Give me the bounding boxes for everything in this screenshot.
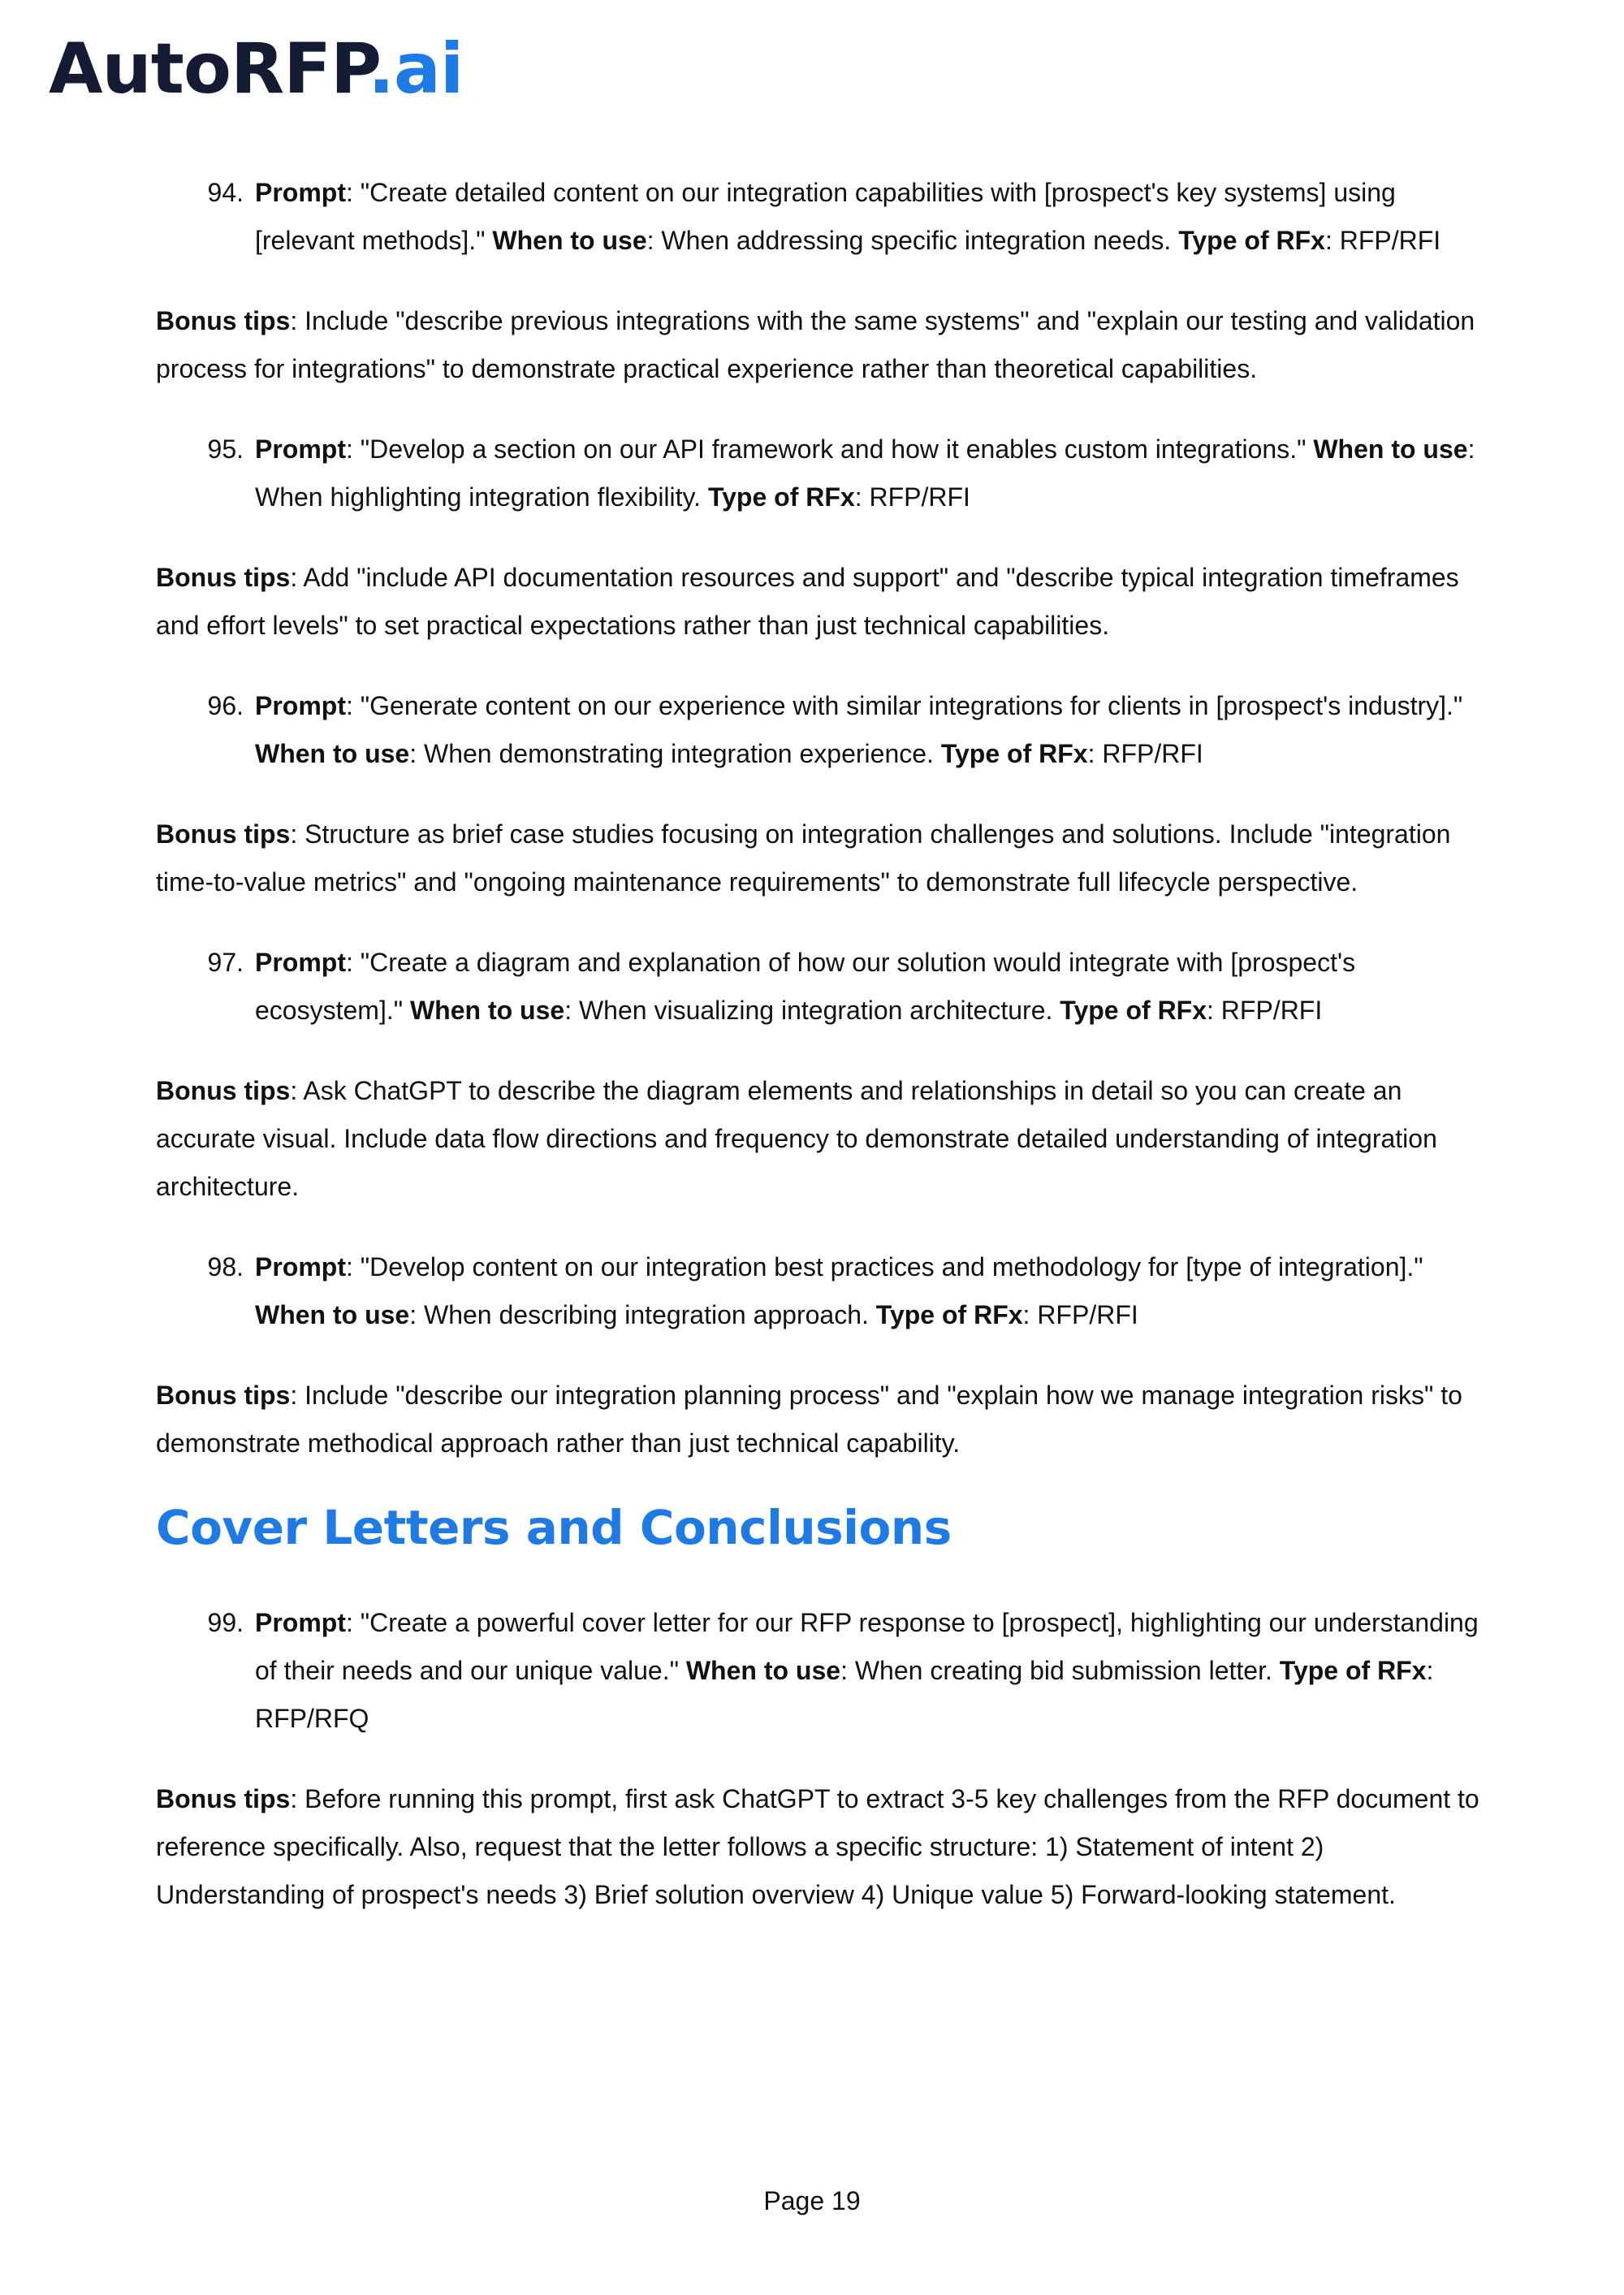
item-number: 97. <box>207 948 244 977</box>
type-text: : RFP/RFQ <box>255 1655 1434 1733</box>
bonus-tip-96 <box>156 810 1496 906</box>
when-label: When to use <box>255 739 410 768</box>
section-heading: Cover Letters and Conclusions <box>156 1500 952 1555</box>
type-text: : RFP/RFI <box>1022 1300 1138 1329</box>
bonus-tip-95 <box>156 554 1496 650</box>
bonus-tip-94 <box>156 297 1496 393</box>
type-label: Type of RFx <box>707 482 855 512</box>
bonus-label: Bonus tips <box>156 819 291 849</box>
type-text: : RFP/RFI <box>1207 996 1323 1025</box>
prompt-item-98 <box>156 1243 1496 1339</box>
type-text: : RFP/RFI <box>1324 226 1441 255</box>
item-body <box>255 1243 1496 1339</box>
item-body <box>255 169 1496 265</box>
item-number: 95. <box>207 434 244 464</box>
page-content <box>156 169 1496 1951</box>
when-text: : When demonstrating integration experience. <box>409 739 941 768</box>
bonus-text: : Ask ChatGPT to describe the diagram elements and relationships in detail so you can create an accurate visual. Include data flow directions and frequency to demonstrate detailed understanding of integration architecture. <box>156 1076 1437 1201</box>
prompt-text: : "Generate content on our experience with similar integrations for clients in [prospect's industry]." <box>346 691 1463 720</box>
bonus-text: : Structure as brief case studies focusing on integration challenges and solutions. Include "integration time-to-value metrics" and "ongoing maintenance requirements" to demonstrate full lifecycle perspective. <box>156 819 1451 897</box>
prompt-text: : "Develop a section on our API framework and how it enables custom integrations." <box>346 434 1314 464</box>
item-body <box>255 1599 1496 1743</box>
bonus-tip-97 <box>156 1067 1496 1211</box>
logo-accent-text: .ai <box>368 28 464 110</box>
type-label: Type of RFx <box>1060 996 1207 1025</box>
prompt-item-97 <box>156 939 1496 1035</box>
prompt-label: Prompt <box>255 691 346 720</box>
bonus-text: : Include "describe previous integrations with the same systems" and "explain our testing and validation process for integrations" to demonstrate practical experience rather than theoretical capabilities. <box>156 306 1475 383</box>
prompt-item-99 <box>156 1599 1496 1743</box>
when-label: When to use <box>255 1300 410 1329</box>
when-text: : When creating bid submission letter. <box>840 1655 1280 1685</box>
item-body <box>255 939 1496 1035</box>
prompt-label: Prompt <box>255 948 346 977</box>
when-label: When to use <box>685 1655 841 1685</box>
bonus-label: Bonus tips <box>156 1076 291 1105</box>
prompt-text: : "Create a diagram and explanation of how our solution would integrate with [prospect's ecosystem]." <box>255 948 1356 1025</box>
bonus-text: : Include "describe our integration planning process" and "explain how we manage integration risks" to demonstrate methodical approach rather than just technical capability. <box>156 1381 1462 1458</box>
bonus-tip-99 <box>156 1775 1496 1919</box>
when-label: When to use <box>492 226 647 255</box>
when-text: : When addressing specific integration needs. <box>646 226 1179 255</box>
item-number: 99. <box>207 1607 244 1637</box>
item-number: 96. <box>207 691 244 720</box>
prompt-label: Prompt <box>255 1252 346 1281</box>
logo-main-text: AutoRFP <box>49 28 369 110</box>
bonus-label: Bonus tips <box>156 306 291 335</box>
prompt-text: : "Create detailed content on our integration capabilities with [prospect's key systems] using [relevant methods]." <box>255 178 1396 255</box>
when-text: : When describing integration approach. <box>409 1300 876 1329</box>
prompt-label: Prompt <box>255 1607 346 1637</box>
bonus-text: : Before running this prompt, first ask ChatGPT to extract 3-5 key challenges from the RFP document to reference specifically. Also, request that the letter follows a specific structure: 1) Statement of intent 2) Understanding of prospect's needs 3) Brief solution overview 4) Unique value 5) Forward-looking statement. <box>156 1783 1479 1909</box>
bonus-label: Bonus tips <box>156 563 291 592</box>
bonus-text: : Add "include API documentation resources and support" and "describe typical integration timeframes and effort levels" to set practical expectations rather than just technical capabilities. <box>156 563 1459 640</box>
when-label: When to use <box>409 996 565 1025</box>
prompt-item-94 <box>156 169 1496 265</box>
autorfp-logo <box>49 28 464 110</box>
prompt-label: Prompt <box>255 178 346 207</box>
item-number: 94. <box>207 178 244 207</box>
bonus-label: Bonus tips <box>156 1783 291 1813</box>
prompt-label: Prompt <box>255 434 346 464</box>
prompt-item-95 <box>156 426 1496 521</box>
bonus-tip-98 <box>156 1372 1496 1467</box>
item-body <box>255 426 1496 521</box>
prompt-item-96 <box>156 682 1496 778</box>
type-label: Type of RFx <box>1279 1655 1427 1685</box>
item-number: 98. <box>207 1252 244 1281</box>
type-text: : RFP/RFI <box>854 482 970 512</box>
prompt-text: : "Create a powerful cover letter for our RFP response to [prospect], highlighting our understanding of their needs and our unique value." <box>255 1607 1479 1685</box>
type-label: Type of RFx <box>1178 226 1325 255</box>
when-label: When to use <box>1313 434 1468 464</box>
bonus-label: Bonus tips <box>156 1381 291 1410</box>
type-label: Type of RFx <box>875 1300 1023 1329</box>
type-label: Type of RFx <box>940 739 1088 768</box>
when-text: : When highlighting integration flexibility. <box>255 434 1475 512</box>
when-text: : When visualizing integration architecture. <box>564 996 1060 1025</box>
page-number: Page 19 <box>763 2186 861 2215</box>
type-text: : RFP/RFI <box>1087 739 1203 768</box>
prompt-text: : "Develop content on our integration best practices and methodology for [type of integration]." <box>346 1252 1423 1281</box>
item-body <box>255 682 1496 778</box>
